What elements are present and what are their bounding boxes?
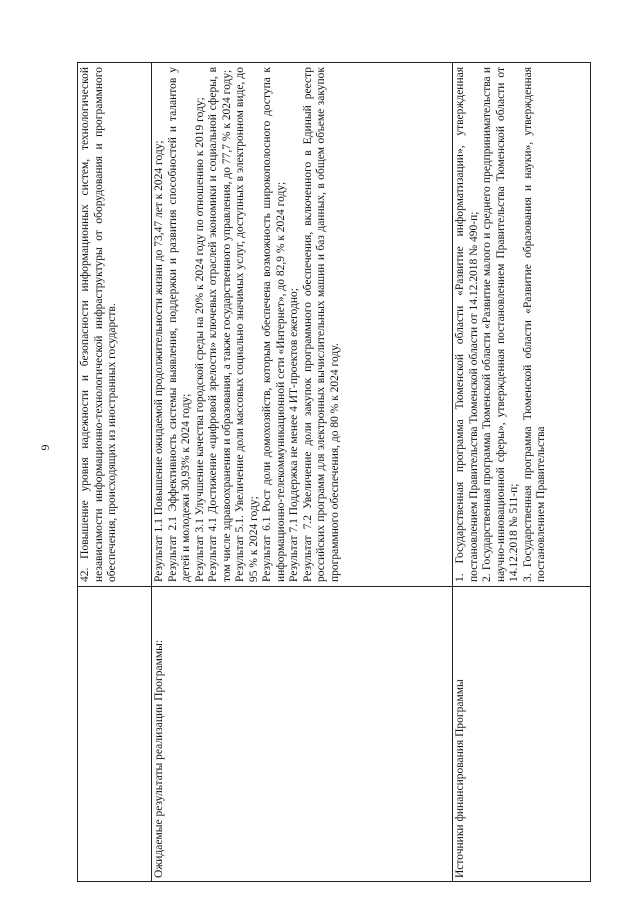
- table-row-continuation: [78, 63, 152, 881]
- result-item: Результат 7.1 Поддержка не менее 4 ИТ-проектов ежегодно;: [288, 288, 300, 582]
- funding-item: 3. Государственная программа Тюменской области «Развитие образования и науки», утвержденная постановлением Правительства: [521, 67, 547, 582]
- rotated-page-content: [77, 62, 591, 882]
- result-item: Результат 6.1 Рост доли домохозяйств, которым обеспечена возможность широкополосного доступа к информационно-телекоммуникационной сети «Интернет», до 82,9 % к 2024 году;: [261, 67, 287, 582]
- results-list: [152, 63, 452, 586]
- result-item: Результат 1.1 Повышение ожидаемой продолжительности жизни до 73,47 лет к 2024 году;: [153, 140, 165, 582]
- table-row-results: [152, 63, 453, 881]
- result-item: Результат 3.1 Улучшение качества городской среды на 20% к 2024 году по отношению к 2019 году;: [193, 97, 206, 582]
- result-item: Результат 7.2 Увеличение доли закупок программного обеспечения, включенного в Единый реестр российских программ для электронных вычислительных машин и баз данных, в общем объеме закупок программного обеспечения, до 80 % к 2024 году.: [301, 67, 341, 582]
- funding-item: 2. Государственная программа Тюменской области «Развитие малого и среднего предпринимательства и научно-инновационной сферы», утвержденная постановлением Правительства Тюменской области от 14.12.2018 № 511-п;: [481, 67, 520, 582]
- funding-list: [453, 63, 590, 586]
- funding-label: Источники финансирования Программы: [453, 586, 590, 881]
- table-row-funding: [453, 63, 590, 881]
- continuation-text: 42. Повышение уровня надежности и безопасности информационных систем, технологической независимости информационно-технологической инфраструктуры от оборудования и программного обеспечения, происходящих из иностранных государств.: [79, 67, 118, 582]
- continuation-label-cell: [78, 586, 151, 881]
- continuation-text-cell: [78, 63, 151, 586]
- result-item: Результат 5.1. Увеличение доли массовых социально значимых услуг, доступных в электронном виде, до 95 % к 2024 году;: [234, 67, 260, 582]
- result-item: Результат 2.1 Эффективность системы выявления, поддержки и развития способностей и талантов у детей и молодежи 30,93% к 2024 году;: [166, 67, 192, 582]
- program-passport-table: [77, 62, 591, 882]
- results-label: Ожидаемые результаты реализации Программы:: [152, 586, 452, 881]
- funding-item: 1. Государственная программа Тюменской области «Развитие информатизации», утвержденная постановлением Правительства Тюменской области от 14.12.2018 № 490-п;: [454, 67, 480, 582]
- result-item: Результат 4.1 Достижение «цифровой зрелости» ключевых отраслей экономики и социальной сферы, в том числе здравоохранения и образования, а также государственного управления, до 77,7 % к 2024 году;: [207, 67, 233, 582]
- page-number: 6: [38, 444, 53, 451]
